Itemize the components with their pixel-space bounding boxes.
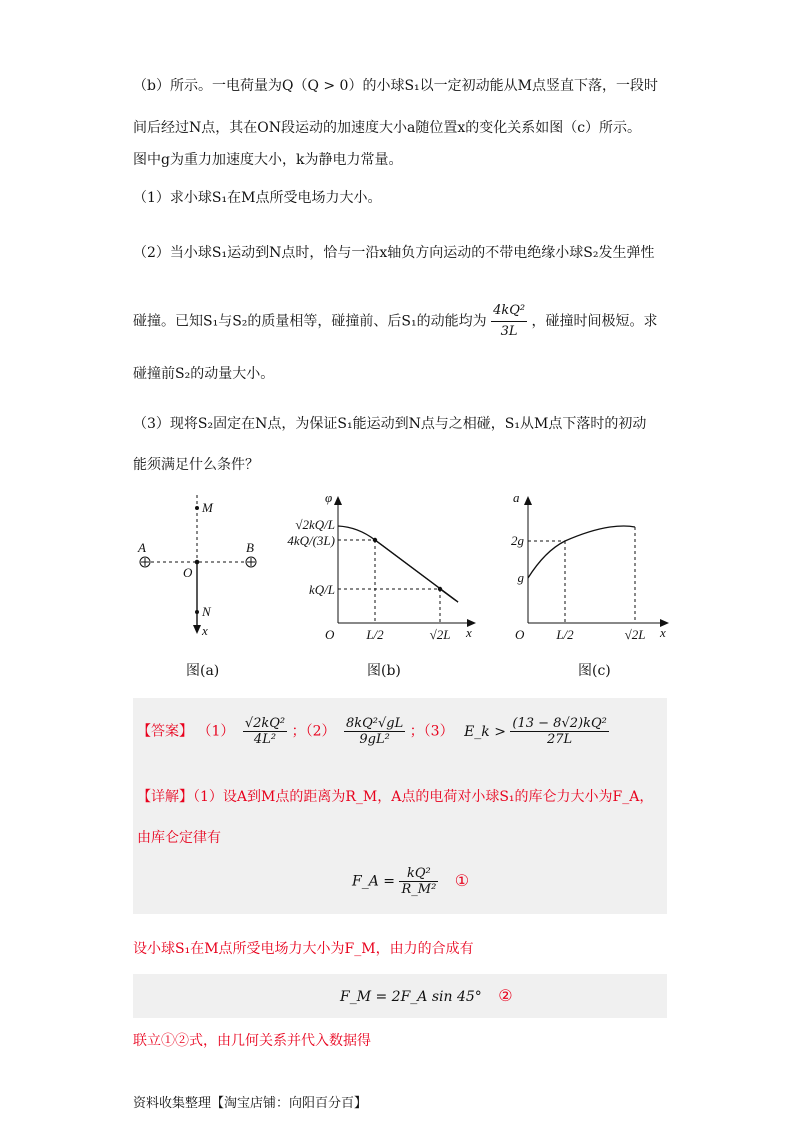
fig-b-ytick: kQ/L (309, 582, 335, 597)
question-2a: （2）当小球S₁运动到N点时，恰与一沿x轴负方向运动的不带电绝缘小球S₂发生弹性 (133, 245, 655, 261)
problem-line-3: 图中g为重力加速度大小，k为静电力常量。 (133, 152, 403, 168)
question-2b-post: ，碰撞时间极短。求 (531, 313, 658, 330)
question-1: （1）求小球S₁在M点所受电场力大小。 (133, 190, 382, 206)
answer-sep-1: ；（2） (291, 723, 336, 740)
answer-3-lhs: E_k > (464, 723, 506, 740)
equation-2 (340, 986, 513, 1005)
answer-1-den: 4L² (253, 732, 277, 747)
fig-a-label-A: A (138, 540, 146, 555)
fig-b-ytick: √2kQ/L (295, 517, 335, 532)
equation-1-fraction (399, 866, 438, 897)
question-3a: （3）现将S₂固定在N点，为保证S₁能运动到N点与之相碰，S₁从M点下落时的初动 (133, 416, 647, 432)
fig-c-ytick: 2g (511, 533, 524, 548)
fig-b-ylabel: φ (325, 490, 333, 505)
fig-c-xtick: √2L (624, 627, 646, 642)
equation-2-mark: ② (498, 986, 513, 1005)
explanation-line-1 (137, 786, 653, 806)
fig-b-xtick: √2L (429, 627, 451, 642)
problem-line-1: （b）所示。一电荷量为Q（Q > 0）的小球S₁以一定初动能从M点竖直下落，一段时 (133, 78, 658, 94)
problem-line-2: 间后经过N点，其在ON段运动的加速度大小a随位置x的变化关系如图（c）所示。 (133, 120, 642, 136)
explanation-text-2: 由库仑定律有 (137, 830, 221, 846)
figure-a-caption: 图(a) (186, 663, 220, 679)
answer-line (137, 716, 609, 747)
equation-1-mark: ① (454, 870, 470, 890)
fig-c-origin: O (515, 627, 525, 642)
fig-a-label-B: B (246, 540, 254, 555)
energy-fraction-den: 3L (500, 324, 518, 339)
explanation-text-1: （1）设A到M点的距离为R_M，A点的电荷对小球S₁的库仑力大小为F_A， (193, 789, 654, 805)
energy-fraction (491, 301, 527, 342)
equation-1 (352, 866, 469, 897)
figure-c-caption: 图(c) (578, 663, 611, 679)
answer-1-fraction (243, 716, 287, 747)
question-2b (133, 301, 658, 342)
answer-2-fraction (344, 716, 405, 747)
answer-3-num: (13 − 8√2)kQ² (512, 716, 607, 731)
answer-3-den: 27L (547, 732, 573, 747)
question-3b: 能须满足什么条件？ (133, 457, 259, 473)
explanation-text-4: 联立①②式，由几何关系并代入数据得 (133, 1033, 371, 1049)
fig-b-xtick: L/2 (366, 627, 384, 642)
fig-a-label-x: x (202, 623, 208, 638)
fig-c-ytick: g (517, 570, 524, 585)
answer-3-fraction (510, 716, 608, 747)
fig-c-ylabel: a (513, 490, 520, 505)
question-2c: 碰撞前S₂的动量大小。 (133, 366, 275, 382)
fig-a-label-O: O (183, 565, 193, 580)
fig-a-label-M: M (202, 500, 213, 515)
equation-2-body: F_M = 2F_A sin 45° (340, 989, 482, 1005)
equation-1-den: R_M² (401, 882, 437, 897)
equation-1-num: kQ² (399, 866, 438, 882)
fig-a-label-N: N (202, 604, 211, 619)
fig-b-xlabel: x (466, 625, 472, 640)
equation-1-lhs: F_A = (352, 873, 396, 890)
energy-fraction-num: 4kQ² (491, 301, 527, 322)
explanation-text-3: 设小球S₁在M点所受电场力大小为F_M，由力的合成有 (133, 941, 474, 957)
figure-a (137, 495, 256, 638)
figure-b-caption: 图(b) (367, 663, 401, 679)
answer-1-num: √2kQ² (244, 716, 286, 731)
question-2b-pre: 碰撞。已知S₁与S₂的质量相等，碰撞前、后S₁的动能均为 (133, 313, 487, 330)
answer-2-num: 8kQ²√gL (345, 716, 404, 731)
answer-tag: 【答案】 (137, 723, 193, 740)
answer-part-1: （1） (197, 723, 235, 740)
fig-c-xlabel: x (660, 625, 666, 640)
fig-b-origin: O (325, 627, 335, 642)
explanation-tag: 【详解】 (137, 789, 193, 805)
figures (120, 485, 680, 685)
footer-note: 资料收集整理【淘宝店铺：向阳百分百】 (133, 1096, 368, 1111)
fig-b-ytick: 4kQ/(3L) (287, 533, 335, 548)
figure-c (511, 490, 669, 642)
figure-b (287, 490, 476, 642)
answer-2-den: 9gL² (359, 732, 390, 747)
answer-sep-2: ；（3） (409, 723, 454, 740)
fig-c-xtick: L/2 (556, 627, 574, 642)
